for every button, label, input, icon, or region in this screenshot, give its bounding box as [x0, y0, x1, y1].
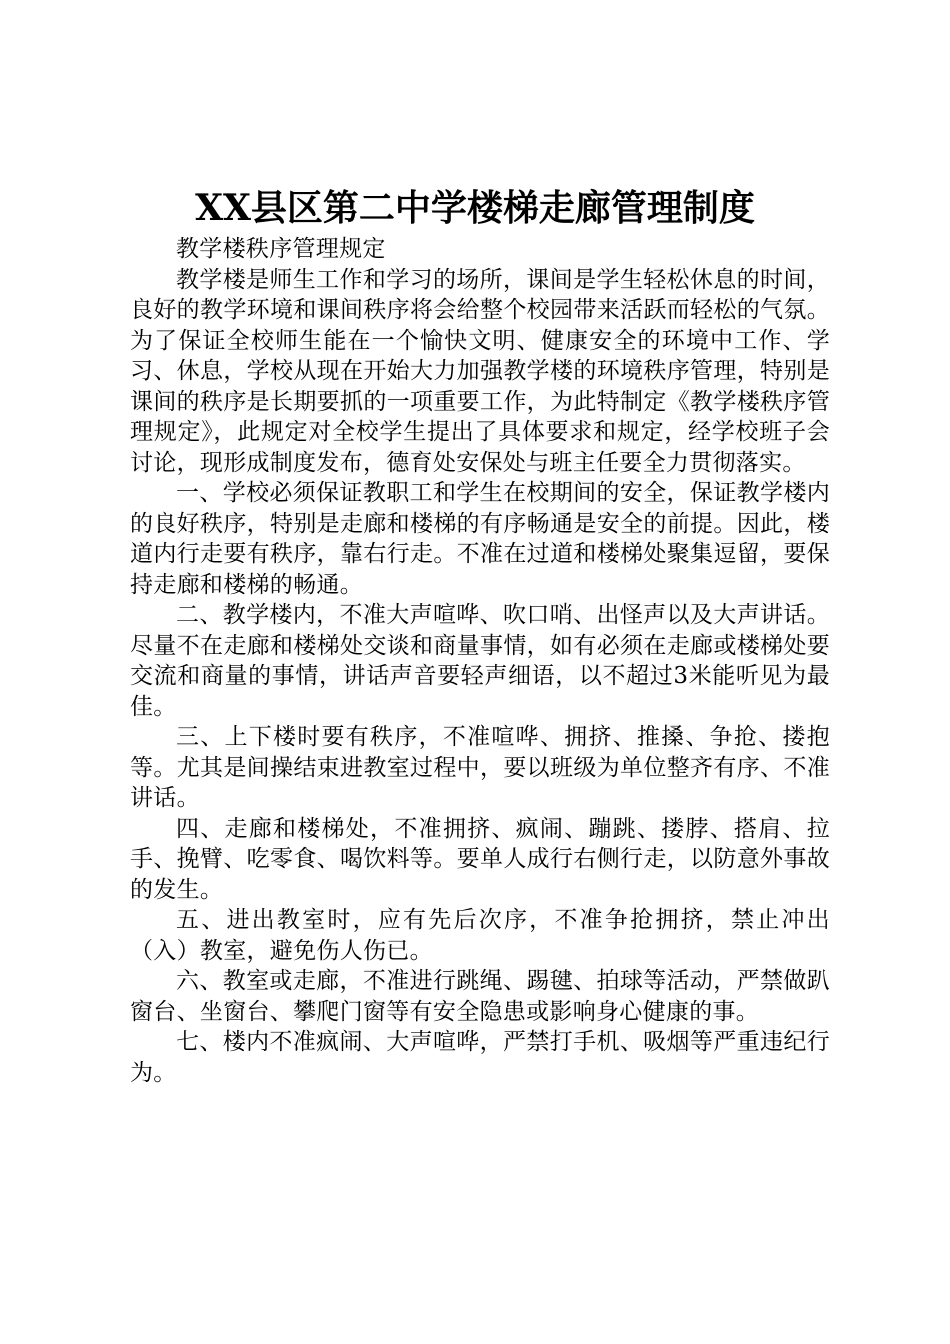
intro-paragraph: 教学楼是师生工作和学习的场所，课间是学生轻松休息的时间，良好的教学环境和课间秩序将会给整个校园带来活跃而轻松的气氛。为了保证全校师生能在一个愉快文明、健康安全的环境中工作、学习、休息，学校从现在开始大力加强教学楼的环境秩序管理，特别是课间的秩序是长期要抓的一项重要工作，为此特制定《教学楼秩序管理规定》，此规定对全校学生提出了具体要求和规定，经学校班子会讨论，现形成制度发布，德育处安保处与班主任要全力贯彻落实。: [130, 266, 830, 476]
section-heading: 教学楼秩序管理规定: [176, 236, 386, 262]
rule-paragraph-2: 二、教学楼内，不准大声喧哗、吹口哨、出怪声以及大声讲话。尽量不在走廊和楼梯处交谈和商量事情，如有必须在走廊或楼梯处要交流和商量的事情，讲话声音要轻声细语，以不超过3米能听见为最佳。: [130, 602, 830, 720]
document-title: XX县区第二中学楼梯走廊管理制度: [195, 187, 755, 229]
rule-paragraph-6: 六、教室或走廊，不准进行跳绳、踢毽、拍球等活动，严禁做趴窗台、坐窗台、攀爬门窗等有安全隐患或影响身心健康的事。: [130, 968, 830, 1025]
rule-paragraph-3: 三、上下楼时要有秩序，不准喧哗、拥挤、推搡、争抢、搂抱等。尤其是间操结束进教室过程中，要以班级为单位整齐有序、不准讲话。: [130, 724, 830, 811]
rule-paragraph-4: 四、走廊和楼梯处，不准拥挤、疯闹、蹦跳、搂脖、搭肩、拉手、挽臂、吃零食、喝饮料等。要单人成行右侧行走，以防意外事故的发生。: [130, 815, 830, 903]
rule-paragraph-5: 五、进出教室时，应有先后次序，不准争抢拥挤，禁止冲出（入）教室，避免伤人伤已。: [130, 907, 830, 964]
rule-paragraph-7: 七、楼内不准疯闹、大声喧哗，严禁打手机、吸烟等严重违纪行为。: [130, 1029, 830, 1086]
rule-paragraph-1: 一、学校必须保证教职工和学生在校期间的安全，保证教学楼内的良好秩序，特别是走廊和楼梯的有序畅通是安全的前提。因此，楼道内行走要有秩序，靠右行走。不准在过道和楼梯处聚集逗留，要保持走廊和楼梯的畅通。: [130, 480, 830, 598]
document-body: [130, 234, 830, 1088]
